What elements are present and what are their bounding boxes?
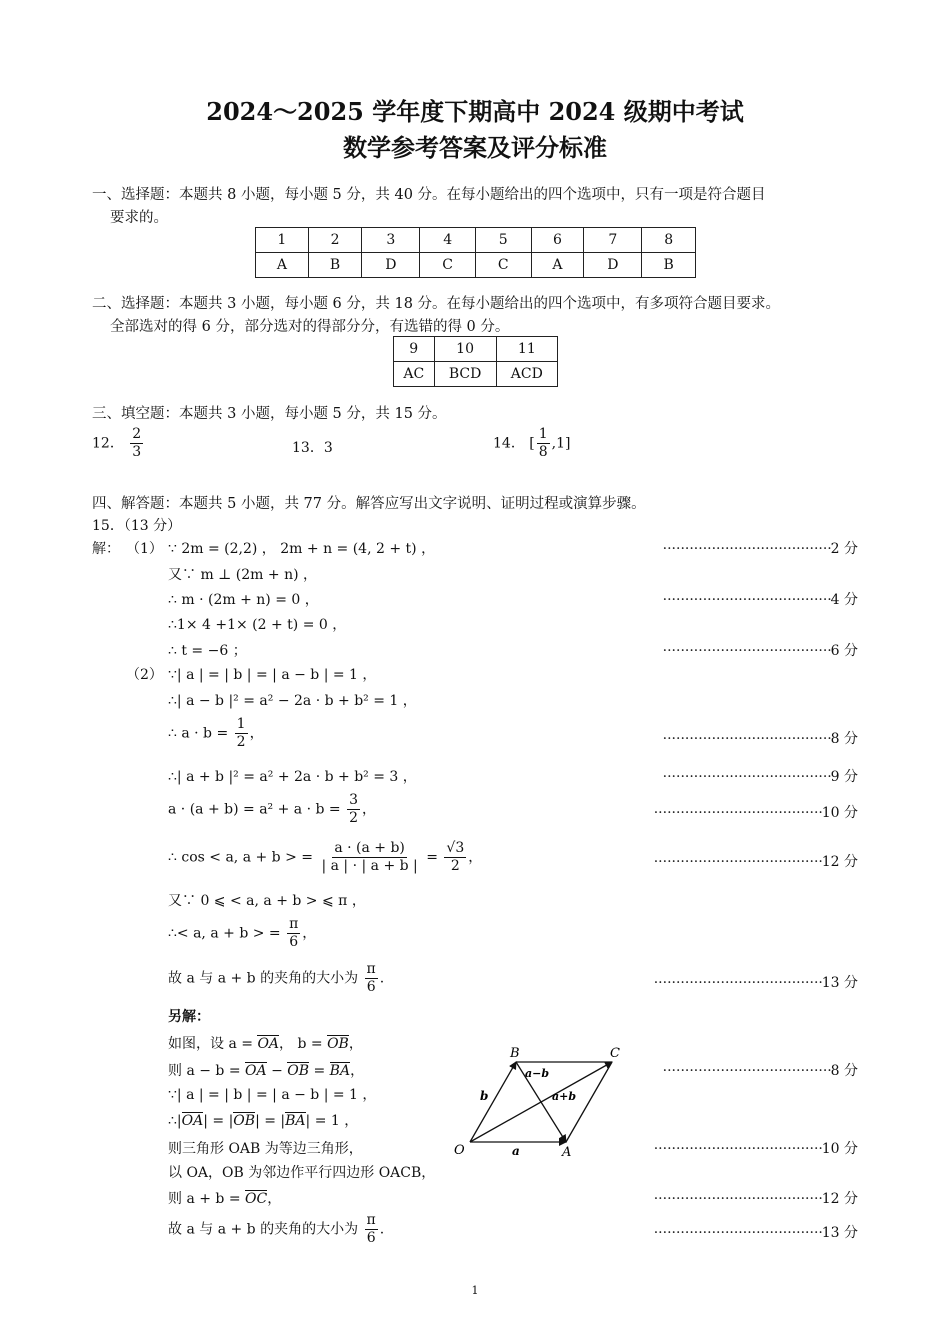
score-mark	[663, 1060, 858, 1080]
step-line: ∵ 2m = (2,2) ， 2m + n = (4, 2 + t) ，	[168, 541, 436, 557]
leader-dots	[654, 1191, 822, 1207]
table-cell: 6	[531, 228, 584, 253]
fraction-denominator: 2	[450, 858, 460, 874]
score-mark	[654, 802, 858, 822]
answer-14	[493, 426, 571, 461]
step-line: ∴| a − b |² = a² − 2a · b + b² = 1 ，	[168, 693, 417, 709]
leader-dots	[663, 592, 831, 608]
table-row	[394, 337, 558, 362]
leader-dots	[654, 854, 822, 870]
vector-text: OC	[245, 1191, 268, 1207]
score-mark	[654, 972, 858, 992]
fraction-denominator: | a | · | a + b |	[321, 858, 418, 874]
vector-text: OB	[233, 1113, 256, 1129]
answer-table-1	[255, 227, 696, 278]
step-line: ∴ m · (2m + n) = 0 ，	[168, 592, 319, 608]
expr-text: ， b =	[279, 1036, 323, 1052]
fraction-denominator: 2	[236, 734, 246, 750]
section-1-heading-cont: 要求的。	[110, 210, 168, 226]
leader-dots	[663, 731, 831, 747]
step-line: 又∵ m ⊥ (2m + n) ，	[168, 567, 317, 583]
solution-label: 解：	[92, 541, 120, 557]
score-mark	[654, 1188, 858, 1208]
expr-text: ∴ cos < a, a + b > =	[168, 849, 313, 866]
expr-text: ，	[302, 925, 317, 942]
answer-14-label: 14．	[493, 435, 525, 452]
alt-step-line: ∵| a | = | b | = | a − b | = 1 ，	[168, 1087, 377, 1103]
page-number: 1	[471, 1284, 479, 1297]
table-cell: 7	[584, 228, 642, 253]
question-15-header: 15．（13 分）	[92, 518, 182, 534]
answer-table-2	[393, 336, 558, 387]
leader-dots	[654, 1225, 822, 1241]
section-2-heading-cont: 全部选对的得 6 分，部分选对的得部分分，有选错的得 0 分。	[110, 319, 510, 335]
section-3-heading: 三、填空题：本题共 3 小题，每小题 5 分，共 15 分。	[92, 406, 447, 422]
fraction-numerator: √3	[446, 840, 465, 856]
step-line-fraction	[168, 792, 376, 827]
expr-text: −	[271, 1063, 283, 1079]
vector-text: OA	[257, 1036, 280, 1052]
score-text: 8 分	[830, 1063, 858, 1079]
answer-12-label: 12．	[92, 435, 124, 452]
fraction	[235, 716, 248, 751]
table-row	[256, 228, 696, 253]
score-mark	[663, 640, 858, 660]
vector-text: OA	[181, 1113, 204, 1129]
table-cell: 11	[496, 337, 557, 362]
part-2-label: （2）	[126, 667, 163, 683]
score-text: 13 分	[821, 1225, 858, 1241]
alt-step-line	[168, 1188, 281, 1208]
fraction	[347, 792, 360, 827]
point-b-label: B	[510, 1046, 520, 1061]
score-text: 12 分	[821, 1191, 858, 1207]
point-o-label: O	[454, 1143, 465, 1158]
fraction-numerator: 1	[538, 426, 548, 442]
fraction	[365, 961, 378, 996]
table-cell: D	[584, 253, 642, 278]
alt-solution-title: 另解：	[168, 1009, 210, 1025]
bracket-close: ,1]	[551, 435, 571, 452]
step-line-fraction	[168, 916, 316, 951]
expr-text: ∴< a, a + b > =	[168, 925, 281, 942]
score-mark	[654, 1138, 858, 1158]
table-cell: 10	[434, 337, 496, 362]
section-2-heading: 二、选择题：本题共 3 小题，每小题 6 分，共 18 分。在每小题给出的四个选项中，有多项符合题目要求。	[92, 296, 781, 312]
step-line-fraction	[168, 840, 482, 875]
table-cell: 3	[362, 228, 420, 253]
score-text: 8 分	[830, 731, 858, 747]
fraction-numerator: 2	[132, 426, 142, 442]
answer-12	[92, 426, 145, 461]
expr-text: 如图，设 a =	[168, 1036, 253, 1052]
score-mark	[663, 766, 858, 786]
score-text: 9 分	[830, 769, 858, 785]
alt-step-line	[168, 1060, 364, 1080]
table-cell: B	[308, 253, 362, 278]
step-line: ∴| a + b |² = a² + 2a · b + b² = 3 ，	[168, 769, 417, 785]
fraction-denominator: 3	[132, 444, 142, 460]
vector-text: BA	[329, 1063, 351, 1079]
table-cell: 5	[475, 228, 531, 253]
fraction-denominator: 6	[289, 934, 299, 950]
vector-text: OB	[327, 1036, 349, 1052]
expr-text: ，	[362, 801, 376, 818]
expr-text: ∴ a · b =	[168, 725, 229, 742]
expr-text: ∴|	[168, 1113, 182, 1129]
score-text: 13 分	[821, 975, 858, 991]
point-c-label: C	[610, 1046, 620, 1061]
vector-text: OA	[245, 1063, 267, 1079]
vector-b-line	[470, 1062, 516, 1142]
leader-dots	[654, 1141, 822, 1157]
table-cell: 1	[256, 228, 309, 253]
table-cell: AC	[394, 362, 435, 387]
vector-text: OB	[287, 1063, 310, 1079]
expr-text: .	[379, 1221, 385, 1238]
expr-text: 则 a + b =	[168, 1191, 241, 1207]
expr-text: | = |	[203, 1113, 234, 1129]
fraction	[444, 840, 466, 875]
fraction-numerator: a · (a + b)	[334, 840, 405, 856]
score-mark	[663, 538, 858, 558]
score-mark	[663, 728, 858, 748]
table-cell: 4	[420, 228, 476, 253]
table-cell: C	[420, 253, 476, 278]
leader-dots	[654, 805, 822, 821]
vector-text: BA	[285, 1113, 306, 1129]
score-text: 10 分	[821, 805, 858, 821]
section-4-heading: 四、解答题：本题共 5 小题，共 77 分。解答应写出文字说明、证明过程或演算步骤。	[92, 496, 646, 512]
score-text: 4 分	[830, 592, 858, 608]
section-1-heading: 一、选择题：本题共 8 小题，每小题 5 分，共 40 分。在每小题给出的四个选项中，只有一项是符合题目	[92, 187, 766, 203]
alt-step-line-fraction	[168, 1212, 384, 1247]
expr-text: =	[313, 1063, 326, 1079]
vector-a-label: a	[512, 1144, 520, 1158]
fraction-denominator: 6	[366, 1230, 376, 1246]
step-line-fraction	[168, 716, 264, 751]
fraction	[287, 916, 300, 951]
answer-14-fraction	[537, 426, 550, 461]
vector-a-minus-b-label: a−b	[525, 1067, 550, 1080]
fraction-denominator: 8	[538, 444, 548, 460]
leader-dots	[663, 1063, 831, 1079]
expr-text: a · (a + b) = a² + a · b =	[168, 801, 341, 818]
step-line-fraction	[168, 961, 384, 996]
fraction-numerator: π	[366, 961, 376, 977]
leader-dots	[663, 769, 831, 785]
score-text: 10 分	[821, 1141, 858, 1157]
step-line: 又∵ 0 ⩽ < a, a + b > ⩽ π ，	[168, 893, 366, 909]
table-row	[394, 362, 558, 387]
expr-text: 故 a 与 a + b 的夹角的大小为	[168, 1221, 359, 1238]
alt-step-line: 则三角形 OAB 为等边三角形，	[168, 1141, 363, 1157]
alt-step-line: 以 OA，OB 为邻边作平行四边形 OACB，	[168, 1165, 436, 1181]
step-line: ∴ t = −6 ；	[168, 643, 247, 659]
title-line-2: 数学参考答案及评分标准	[343, 133, 607, 162]
expr-text: 故 a 与 a + b 的夹角的大小为	[168, 970, 359, 987]
score-mark	[654, 851, 858, 871]
leader-dots	[663, 541, 831, 557]
score-text: 12 分	[821, 854, 858, 870]
expr-text: ，	[267, 1191, 282, 1207]
title-line-1: 2024～2025 学年度下期高中 2024 级期中考试	[206, 97, 744, 126]
fraction	[365, 1212, 378, 1247]
score-text: 6 分	[830, 643, 858, 659]
leader-dots	[663, 643, 831, 659]
part-1-label: （1）	[126, 541, 163, 557]
fraction-denominator: 2	[349, 810, 358, 826]
expr-text: ，	[468, 849, 483, 866]
table-row	[256, 253, 696, 278]
fraction-numerator: 1	[236, 716, 246, 732]
step-line: ∴1× 4 +1× (2 + t) = 0 ，	[168, 617, 347, 633]
expr-text: ，	[348, 1036, 363, 1052]
fraction-numerator: π	[366, 1212, 376, 1228]
expr-text: 则 a − b =	[168, 1063, 241, 1079]
expr-text: .	[379, 970, 385, 987]
alt-step-line	[168, 1033, 363, 1053]
answer-12-fraction	[130, 426, 143, 461]
fraction-numerator: π	[289, 916, 299, 932]
table-cell: 8	[642, 228, 696, 253]
expr-text: | = 1 ，	[305, 1113, 359, 1129]
expr-text: =	[426, 849, 438, 866]
table-cell: 2	[308, 228, 362, 253]
leader-dots	[654, 975, 822, 991]
fraction-numerator: 3	[349, 792, 358, 808]
parallelogram-figure	[448, 1040, 638, 1160]
table-cell: ACD	[496, 362, 557, 387]
fraction	[319, 840, 419, 875]
table-cell: C	[475, 253, 531, 278]
bracket-open: [	[529, 435, 535, 452]
table-cell: A	[531, 253, 584, 278]
expr-text: | = |	[255, 1113, 286, 1129]
score-mark	[663, 589, 858, 609]
answer-13: 13．3	[292, 440, 333, 456]
expr-text: ，	[249, 725, 264, 742]
point-a-label: A	[562, 1145, 572, 1160]
vector-a-plus-b-label: a+b	[552, 1090, 577, 1103]
step-line: ∵| a | = | b | = | a − b | = 1 ，	[168, 667, 377, 683]
score-text: 2 分	[830, 541, 858, 557]
vector-b-label: b	[480, 1089, 489, 1103]
table-cell: BCD	[434, 362, 496, 387]
table-cell: A	[256, 253, 309, 278]
fraction-denominator: 6	[366, 979, 376, 995]
table-cell: D	[362, 253, 420, 278]
alt-step-line	[168, 1110, 358, 1130]
table-cell: 9	[394, 337, 435, 362]
score-mark	[654, 1222, 858, 1242]
expr-text: ，	[350, 1063, 365, 1079]
table-cell: B	[642, 253, 696, 278]
